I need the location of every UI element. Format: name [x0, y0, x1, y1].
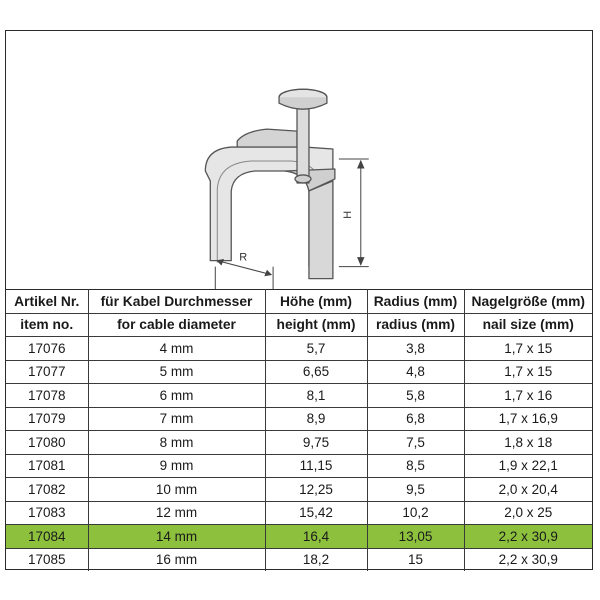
cell: 9,5: [367, 478, 464, 502]
cell: 7 mm: [88, 407, 265, 431]
cell: 6 mm: [88, 384, 265, 408]
cell: 10 mm: [88, 478, 265, 502]
cell: 5,8: [367, 384, 464, 408]
cell: 17084: [6, 525, 88, 549]
cell: 4,8: [367, 360, 464, 384]
col-header-radius-en: radius (mm): [367, 313, 464, 337]
table-row: [6, 454, 592, 478]
cell: 12,25: [265, 478, 367, 502]
table-row: [6, 478, 592, 502]
height-label: H: [341, 210, 354, 219]
cell: 17079: [6, 407, 88, 431]
spec-table: [6, 289, 592, 571]
cell: 1,9 x 22,1: [464, 454, 592, 478]
radius-dimension: [215, 260, 273, 289]
cell: 8,1: [265, 384, 367, 408]
cell: 2,0 x 20,4: [464, 478, 592, 502]
radius-label: R: [239, 251, 248, 264]
col-header-nail-en: nail size (mm): [464, 313, 592, 337]
cell: 6,8: [367, 407, 464, 431]
cell: 6,65: [265, 360, 367, 384]
cell: 16 mm: [88, 548, 265, 571]
cell: 7,5: [367, 431, 464, 455]
cell: 5,7: [265, 337, 367, 361]
cell: 15,42: [265, 501, 367, 525]
cell: 9,75: [265, 431, 367, 455]
cell: 12 mm: [88, 501, 265, 525]
col-header-nail: Nagelgröße (mm): [464, 290, 592, 314]
nail-shaft: [297, 101, 309, 183]
cell: 17085: [6, 548, 88, 571]
col-header-diameter-en: for cable diameter: [88, 313, 265, 337]
spec-sheet: [5, 30, 593, 570]
cell: 17081: [6, 454, 88, 478]
table-row: [6, 548, 592, 571]
cell: 1,7 x 15: [464, 360, 592, 384]
table-row: [6, 337, 592, 361]
col-header-height: Höhe (mm): [265, 290, 367, 314]
cell: 8 mm: [88, 431, 265, 455]
table-row: [6, 431, 592, 455]
cell: 16,4: [265, 525, 367, 549]
table-row-highlighted: [6, 525, 592, 549]
cell: 17077: [6, 360, 88, 384]
cell: 8,9: [265, 407, 367, 431]
cell: 17078: [6, 384, 88, 408]
cell: 11,15: [265, 454, 367, 478]
clip-right-leg: [309, 181, 333, 279]
col-header-height-en: height (mm): [265, 313, 367, 337]
cell: 10,2: [367, 501, 464, 525]
cell: 13,05: [367, 525, 464, 549]
table-row: [6, 384, 592, 408]
cell: 17080: [6, 431, 88, 455]
col-header-radius: Radius (mm): [367, 290, 464, 314]
cell: 2,0 x 25: [464, 501, 592, 525]
col-header-diameter: für Kabel Durchmesser: [88, 290, 265, 314]
cell: 1,7 x 15: [464, 337, 592, 361]
header-row-en: [6, 313, 592, 337]
cell: 17083: [6, 501, 88, 525]
cell: 5 mm: [88, 360, 265, 384]
cell: 14 mm: [88, 525, 265, 549]
cell: 2,2 x 30,9: [464, 548, 592, 571]
cell: 8,5: [367, 454, 464, 478]
cell: 9 mm: [88, 454, 265, 478]
cell: 15: [367, 548, 464, 571]
col-header-item: Artikel Nr.: [6, 290, 88, 314]
table-row: [6, 501, 592, 525]
cell: 1,7 x 16,9: [464, 407, 592, 431]
cell: 3,8: [367, 337, 464, 361]
cell: 18,2: [265, 548, 367, 571]
col-header-item-en: item no.: [6, 313, 88, 337]
cell: 2,2 x 30,9: [464, 525, 592, 549]
cell: 1,7 x 16: [464, 384, 592, 408]
table-row: [6, 407, 592, 431]
cell: 1,8 x 18: [464, 431, 592, 455]
cell: 17082: [6, 478, 88, 502]
cable-clip-drawing: [6, 31, 592, 289]
table-row: [6, 360, 592, 384]
cell: 4 mm: [88, 337, 265, 361]
header-row-de: [6, 290, 592, 314]
cell: 17076: [6, 337, 88, 361]
